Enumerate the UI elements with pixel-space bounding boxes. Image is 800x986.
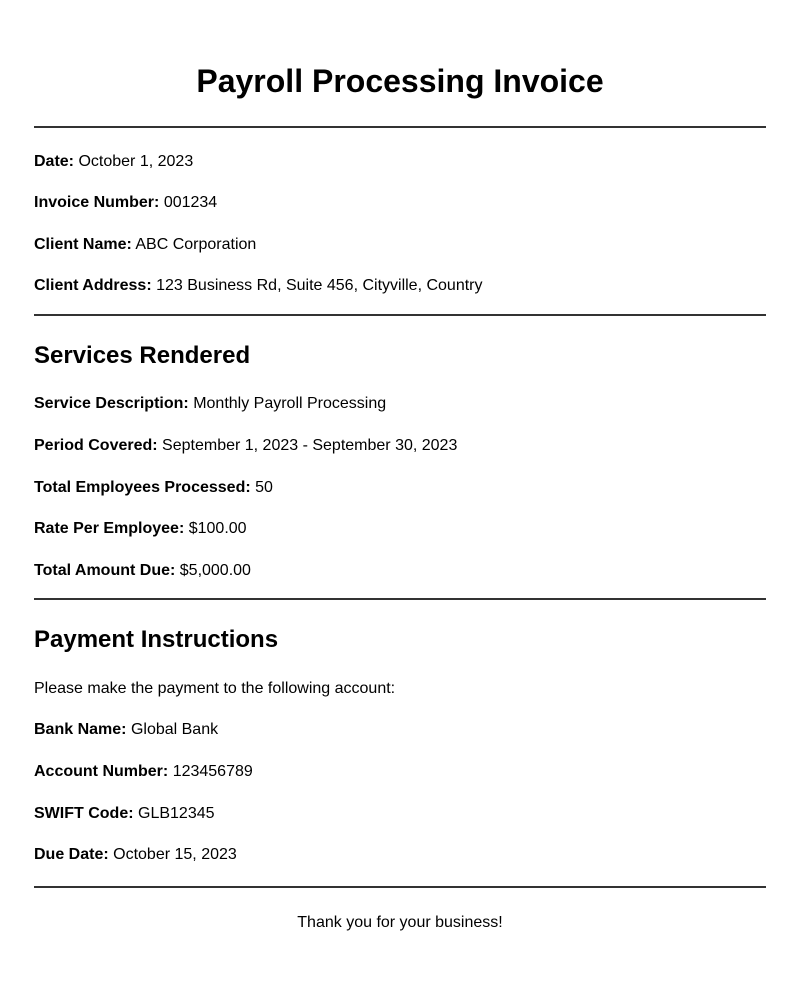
period-covered-field	[34, 436, 457, 456]
account-number-value: 123456789	[172, 763, 253, 780]
account-number-field	[34, 762, 253, 782]
swift-code-label: SWIFT Code:	[34, 805, 134, 822]
client-name-value: ABC Corporation	[135, 236, 257, 253]
divider	[34, 314, 766, 316]
bank-name-field	[34, 720, 218, 740]
divider	[34, 598, 766, 600]
date-field	[34, 152, 193, 172]
total-amount-field	[34, 561, 251, 581]
total-amount-label: Total Amount Due:	[34, 562, 176, 579]
payment-intro: Please make the payment to the following account:	[34, 680, 396, 697]
bank-name-value: Global Bank	[130, 721, 219, 738]
due-date-label: Due Date:	[34, 846, 109, 863]
period-covered-value: September 1, 2023 - September 30, 2023	[162, 437, 458, 454]
client-address-label: Client Address:	[34, 277, 152, 294]
rate-per-employee-value: $100.00	[188, 520, 247, 537]
due-date-field	[34, 845, 237, 865]
bank-name-label: Bank Name:	[34, 721, 127, 738]
divider	[34, 886, 766, 888]
employees-processed-label: Total Employees Processed:	[34, 479, 251, 496]
client-name-field	[34, 235, 256, 255]
swift-code-field	[34, 804, 215, 824]
client-name-label: Client Name:	[34, 236, 132, 253]
employees-processed-field	[34, 478, 273, 498]
date-value: October 1, 2023	[78, 153, 194, 170]
thank-you-note: Thank you for your business!	[297, 914, 503, 931]
client-address-value: 123 Business Rd, Suite 456, Cityville, Country	[156, 277, 483, 294]
due-date-value: October 15, 2023	[113, 846, 237, 863]
employees-processed-value: 50	[255, 479, 273, 496]
service-description-value: Monthly Payroll Processing	[193, 395, 387, 412]
invoice-number-field	[34, 193, 217, 213]
account-number-label: Account Number:	[34, 763, 169, 780]
rate-per-employee-label: Rate Per Employee:	[34, 520, 185, 537]
invoice-number-value: 001234	[163, 194, 218, 211]
swift-code-value: GLB12345	[138, 805, 215, 822]
divider	[34, 126, 766, 128]
service-description-field	[34, 394, 386, 414]
total-amount-value: $5,000.00	[179, 562, 251, 579]
date-label: Date:	[34, 153, 75, 170]
rate-per-employee-field	[34, 519, 247, 539]
payment-heading: Payment Instructions	[34, 626, 279, 653]
invoice-number-label: Invoice Number:	[34, 194, 160, 211]
page-title: Payroll Processing Invoice	[196, 63, 604, 99]
period-covered-label: Period Covered:	[34, 437, 158, 454]
services-heading: Services Rendered	[34, 342, 251, 369]
client-address-field	[34, 276, 483, 296]
service-description-label: Service Description:	[34, 395, 189, 412]
